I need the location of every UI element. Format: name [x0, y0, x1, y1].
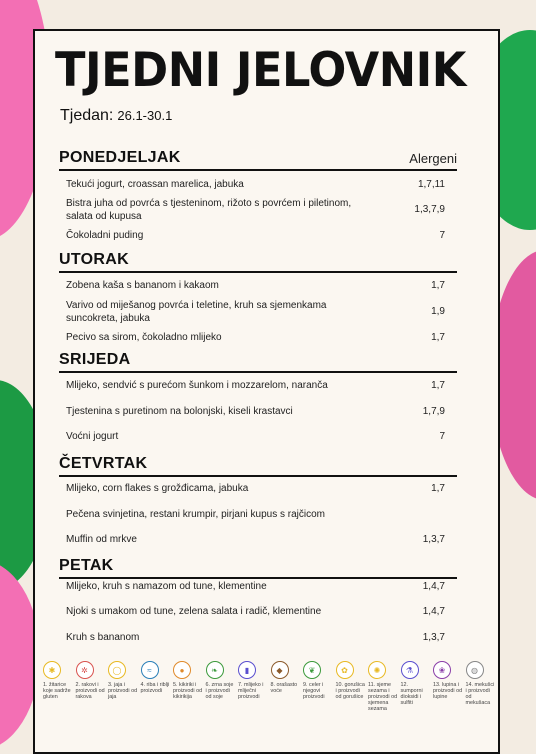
menu-item: Pecivo sa sirom, čokoladno mlijeko 1,7: [66, 332, 445, 343]
legend-text: 5. kikiriki i proizvodi od kikirikija: [173, 682, 203, 700]
allergen-codes: 1,9: [431, 306, 445, 317]
menu-item: Mlijeko, sendvić s purećom šunkom i mozzarelom, naranča 1,7: [66, 380, 445, 391]
legend-text: 2. rakovi i proizvodi od rakova: [75, 682, 105, 700]
legend-item: [303, 661, 333, 700]
menu-item: Bistra juha od povrća s tjesteninom, rižoto s povrćem i piletinom, salata od kupusa 1,3,7,9: [66, 198, 445, 222]
legend-text: 7. mlijeko i mliječni proizvodi: [238, 682, 264, 700]
legend-item: [76, 661, 106, 700]
flask-icon: ⚗: [401, 661, 419, 679]
legend-text: 10. gorušica i proizvodi od gorušice: [335, 682, 365, 700]
legend-text: 4. riba i riblji proizvodi: [140, 682, 170, 694]
day-section-monday: [59, 147, 457, 241]
legend-item: [336, 661, 366, 700]
shell-icon: ◍: [466, 661, 484, 679]
menu-item: Voćni jogurt 7: [66, 431, 445, 442]
menu-item: Tekući jogurt, croassan marelica, jabuka 1,7,11: [66, 179, 445, 190]
day-name: SRIJEDA: [59, 351, 131, 368]
sesame-icon: ✺: [368, 661, 386, 679]
day-section-wednesday: [59, 349, 457, 442]
legend-text: 8. orašasto voće: [270, 682, 298, 694]
allergen-codes: 7: [439, 230, 445, 241]
legend-text: 6. zrna soje i proizvodi od soje: [205, 682, 234, 700]
menu-item: Pečena svinjetina, restani krumpir, pirjani kupus s rajčicom: [66, 509, 325, 520]
allergen-codes: 1,7: [431, 280, 445, 291]
legend-item: [141, 661, 171, 694]
day-name: PONEDJELJAK: [59, 149, 181, 166]
day-section-tuesday: [59, 249, 457, 343]
allergens-header: Alergeni: [409, 151, 457, 166]
legend-text: 12. sumporni dioksidi i sulfiti: [400, 682, 423, 706]
legend-item: [368, 661, 398, 712]
egg-icon: ◯: [108, 661, 126, 679]
menu-item: Muffin od mrkve 1,3,7: [66, 534, 445, 545]
soy-icon: ❧: [206, 661, 224, 679]
legend-item: [206, 661, 236, 700]
day-section-friday: [59, 555, 457, 643]
week-value: 26.1-30.1: [117, 108, 173, 123]
allergen-codes: 1,4,7: [422, 581, 445, 592]
allergen-codes: 1,7,9: [422, 406, 445, 417]
legend-text: 13. lupina i proizvodi od lupine: [433, 682, 463, 700]
day-section-thursday: [59, 453, 457, 545]
allergen-codes: 1,7,11: [417, 179, 445, 190]
allergen-codes: 1,3,7,9: [414, 204, 445, 215]
week-range: [60, 107, 172, 125]
day-name: UTORAK: [59, 251, 129, 268]
nut-icon: ◆: [271, 661, 289, 679]
peanut-icon: ●: [173, 661, 191, 679]
menu-item: Tjestenina s puretinom na bolonjski, kiseli krastavci 1,7,9: [66, 406, 445, 417]
allergen-codes: 1,7: [431, 483, 445, 494]
allergen-codes: 1,4,7: [422, 606, 445, 617]
crab-icon: ✲: [76, 661, 94, 679]
allergen-codes: 1,7: [431, 380, 445, 391]
day-name: PETAK: [59, 557, 114, 574]
wheat-icon: ✱: [43, 661, 61, 679]
legend-item: [173, 661, 203, 700]
legend-text: 14. mekušci i proizvodi od mekušaca: [465, 682, 495, 706]
lupin-icon: ❀: [433, 661, 451, 679]
legend-text: 3. jaja i proizvodi od jaja: [108, 682, 138, 700]
legend-text: 11. sjeme sezama i proizvodi od sjemena sezama: [368, 682, 398, 712]
menu-item: Mlijeko, kruh s namazom od tune, klementine 1,4,7: [66, 581, 445, 592]
menu-item: Kruh s bananom 1,3,7: [66, 632, 445, 643]
legend-item: [108, 661, 138, 700]
fish-icon: ≈: [141, 661, 159, 679]
week-label: Tjedan:: [60, 107, 114, 124]
legend-text: 1. žitarice koje sadrže gluten: [43, 682, 71, 700]
mustard-icon: ✿: [336, 661, 354, 679]
menu-item: Njoki s umakom od tune, zelena salata i radič, klementine 1,4,7: [66, 606, 445, 617]
menu-item: Varivo od miješanog povrća i teletine, kruh sa sjemenkama suncokreta, jabuka 1,9: [66, 300, 445, 324]
menu-item: Čokoladni puding 7: [66, 230, 445, 241]
legend-item: [466, 661, 496, 706]
legend-item: [271, 661, 301, 694]
page-title: TJEDNI JELOVNIK: [55, 43, 466, 98]
menu-item: Zobena kaša s bananom i kakaom 1,7: [66, 280, 445, 291]
legend-item: [433, 661, 463, 700]
legend-item: [401, 661, 431, 706]
allergen-codes: 1,7: [431, 332, 445, 343]
allergen-codes: 1,3,7: [422, 534, 445, 545]
menu-item: Mlijeko, corn flakes s grožđicama, jabuka 1,7: [66, 483, 445, 494]
allergen-codes: 1,3,7: [422, 632, 445, 643]
legend-text: 9. celer i njegovi proizvodi: [303, 682, 325, 700]
legend-item: [43, 661, 73, 700]
celery-icon: ❦: [303, 661, 321, 679]
milk-icon: ▮: [238, 661, 256, 679]
legend-item: [238, 661, 268, 700]
day-name: ČETVRTAK: [59, 455, 148, 472]
allergen-codes: 7: [439, 431, 445, 442]
menu-card: [33, 29, 500, 754]
